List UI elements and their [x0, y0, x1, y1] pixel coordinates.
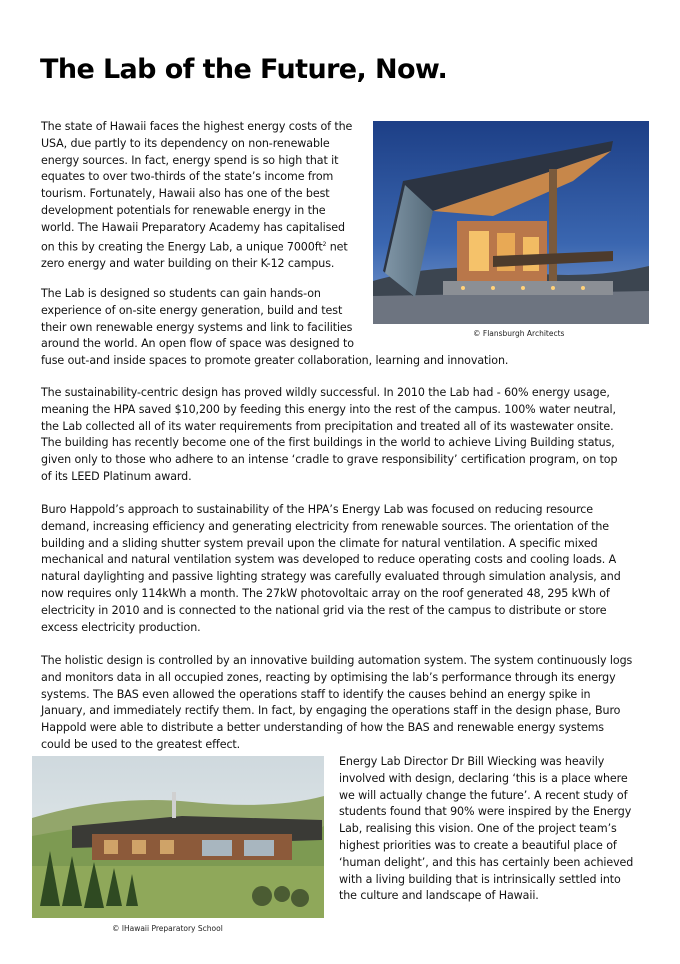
text-line: given only to those who adhere to an intense ‘cradle to grave responsibility’ certification program, on top	[41, 453, 618, 467]
text-line: The holistic design is controlled by an innovative building automation system. The system continuously logs	[41, 654, 633, 667]
text-fragment: on this by creating the Energy Lab, a unique 7000ft	[41, 240, 323, 254]
text-line: around the world. An open flow of space was designed to	[41, 337, 354, 351]
text-line: electricity in 2010 and is connected to the national grid via the rest of the campus to distribute or store	[41, 603, 607, 617]
text-line: highest priorities was to create a beautiful place of	[339, 838, 617, 852]
text-line: The sustainability-centric design has proved wildly successful. In 2010 the Lab had - 60% energy usage,	[41, 386, 610, 399]
text-line: involved with design, declaring ‘this is a place where	[339, 771, 628, 785]
text-line: Buro Happold’s approach to sustainability of the HPA’s Energy Lab was focused on reducing resource	[41, 503, 594, 516]
text-line: tourism. Fortunately, Hawaii also has one of the best	[41, 187, 330, 201]
energy-lab-dusk-photo	[373, 121, 649, 324]
sustainability-paragraph	[41, 385, 617, 486]
text-line: The state of Hawaii faces the highest energy costs of the	[41, 120, 353, 133]
photo-top-caption: © Flansburgh Architects	[473, 329, 565, 338]
text-line: experience of on-site energy generation, build and test	[41, 303, 343, 317]
text-line: ‘human delight’, and this has certainly been achieved	[339, 855, 634, 869]
text-line: The Lab is designed so students can gain hands-on	[41, 287, 321, 300]
text-line: energy sources. In fact, energy spend is so high that it	[41, 153, 339, 167]
text-line: with a living building that is intrinsically settled into	[339, 872, 621, 886]
text-line: USA, due partly to its dependency on non-renewable	[41, 136, 330, 150]
text-line: we will actually change the future’. A recent study of	[339, 788, 628, 802]
text-line: their own renewable energy systems and link to facilities	[41, 320, 353, 334]
text-line: building and a sliding shutter system prevail upon the climate for natural ventilation. A specific mixed	[41, 536, 598, 550]
text-line: Happold were able to distribute a better understanding of how the BAS and renewable energy systems	[41, 721, 604, 735]
text-line: the Lab collected all of its water requirements from precipitation and treated all of its wastewater onsite.	[41, 419, 614, 433]
text-line: the culture and landscape of Hawaii.	[339, 889, 539, 903]
director-paragraph	[339, 754, 633, 905]
approach-paragraph	[41, 502, 621, 636]
text-line: zero energy and water building on their K-12 campus.	[41, 257, 335, 271]
intro-paragraph	[41, 119, 352, 273]
photo-illustration	[32, 756, 324, 918]
text-line: systems. The BAS even allowed the operations staff to identify the causes behind an energy spike in	[41, 687, 591, 701]
text-line: meaning the HPA saved $10,200 by feeding this energy into the rest of the campus. 100% water neutral,	[41, 402, 616, 416]
text-line: could be used to the greatest effect.	[41, 737, 241, 751]
photo-illustration	[373, 121, 649, 324]
automation-paragraph	[41, 653, 632, 754]
text-line: natural daylighting and passive lighting strategy was carefully evaluated through simulation analysis, and	[41, 570, 621, 584]
text-line: excess electricity production.	[41, 620, 201, 634]
text-line: and monitors data in all occupied zones, reacting by optimising the lab’s performance through its energy	[41, 670, 616, 684]
superscript: 2	[322, 240, 327, 248]
text-fragment: net	[326, 240, 348, 254]
text-line: now requires only 114kWh a month. The 27kW photovoltaic array on the roof generated 48, 295 kWh of	[41, 586, 610, 600]
text-line: students found that 90% were inspired by the Energy	[339, 805, 632, 819]
text-line: development potentials for renewable energy in the	[41, 203, 326, 217]
text-line: Energy Lab Director Dr Bill Wiecking was heavily	[339, 755, 605, 768]
energy-lab-landscape-photo	[32, 756, 324, 918]
photo-bottom-caption: © lHawaii Preparatory School	[112, 924, 223, 933]
text-line: January, and immediately rectify them. In fact, by engaging the operations staff in the design phase, Buro	[41, 704, 621, 718]
text-line: of its LEED Platinum award.	[41, 469, 192, 483]
text-line: equates to over two-thirds of the state’s income from	[41, 170, 334, 184]
text-line: mechanical and natural ventilation system was developed to reduce operating costs and cooling loads. A	[41, 553, 617, 567]
text-line	[41, 237, 352, 256]
text-line: The building has recently become one of the first buildings in the world to achieve Living Building status,	[41, 436, 615, 450]
text-line: demand, increasing efficiency and generating electricity from renewable sources. The orientation of the	[41, 519, 609, 533]
page-title: The Lab of the Future, Now.	[40, 54, 448, 85]
text-line: world. The Hawaii Preparatory Academy has capitalised	[41, 220, 345, 234]
text-line: Lab, realising this vision. One of the project team’s	[339, 822, 617, 836]
text-line: fuse out-and inside spaces to promote greater collaboration, learning and innovation.	[41, 354, 509, 368]
